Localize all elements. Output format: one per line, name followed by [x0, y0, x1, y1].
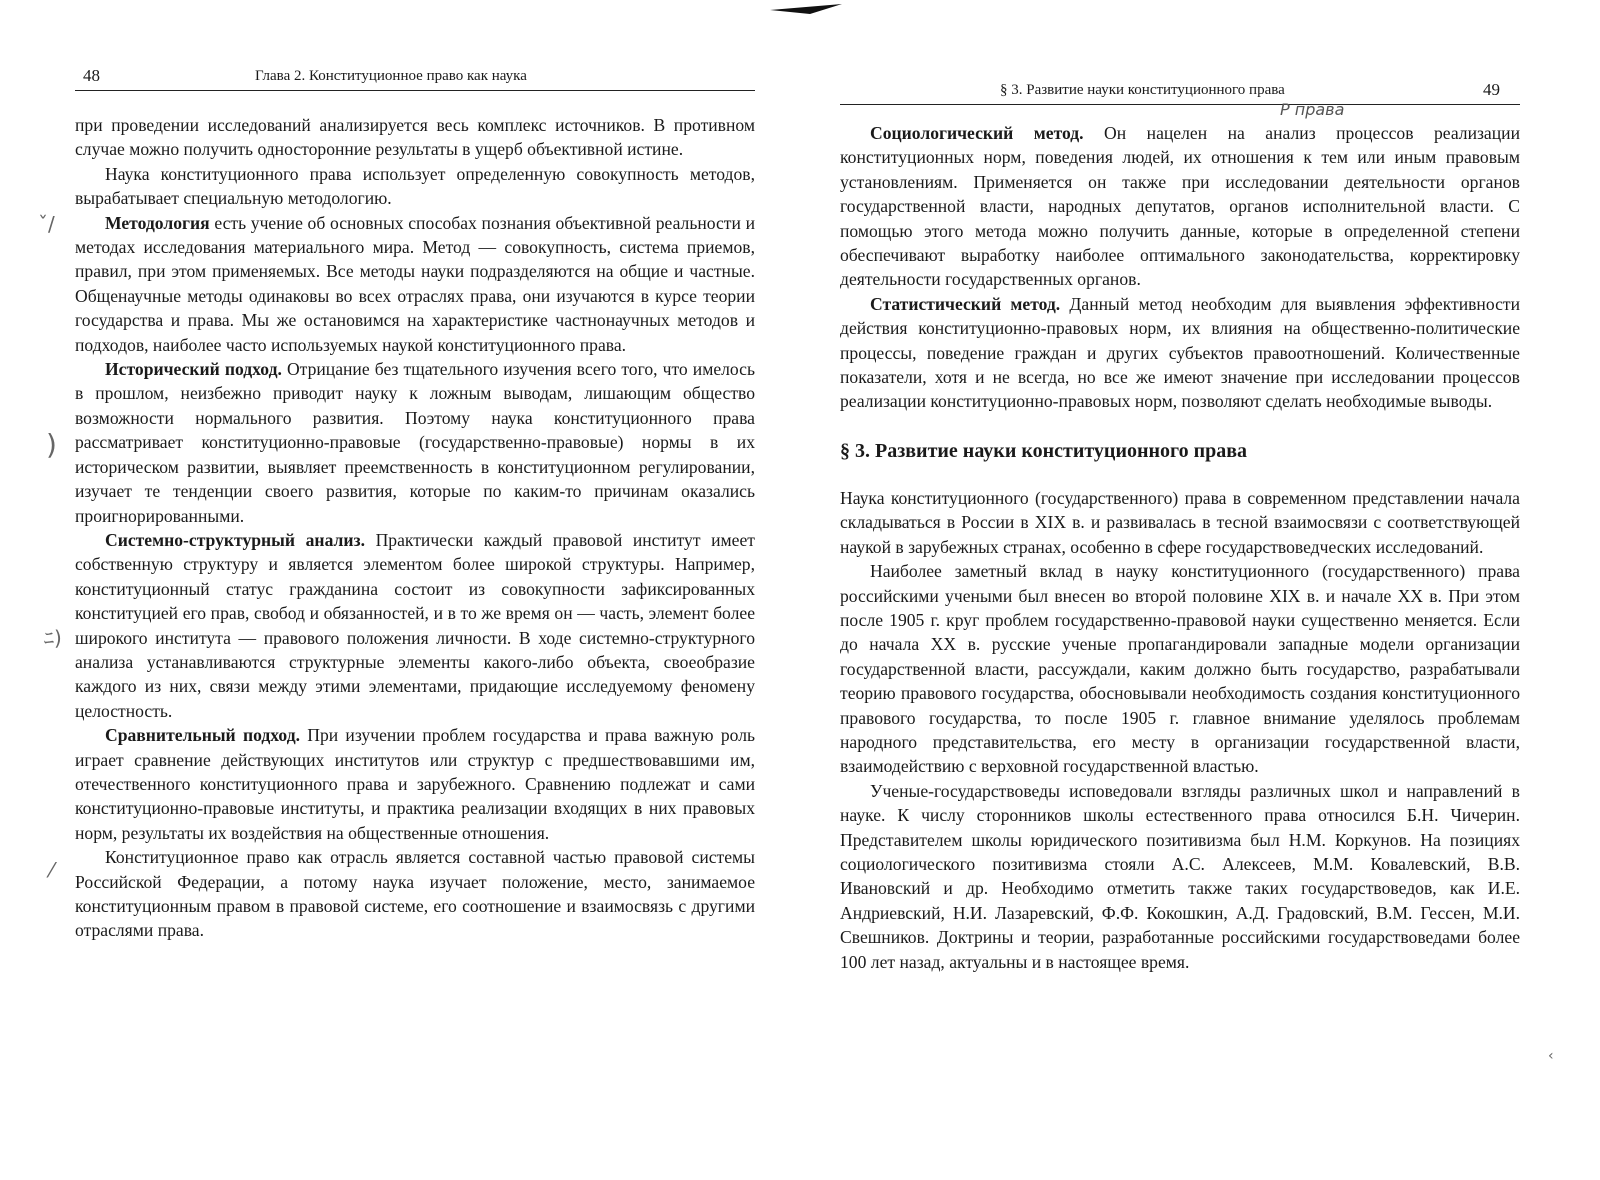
margin-pencil-mark: ⁄ — [50, 858, 54, 882]
paragraph — [75, 113, 755, 162]
running-title-right: § 3. Развитие науки конституционного права — [1000, 82, 1285, 98]
margin-bracket-mark: ) — [46, 428, 57, 461]
term-heading: Сравнительный подход. — [105, 725, 300, 746]
term-heading: Исторический подход. — [105, 359, 282, 380]
term-heading: Статистический метод. — [870, 293, 1061, 314]
margin-pencil-mark: ˇ/ — [38, 212, 55, 236]
paragraph-text: есть учение об основных способах познания объективной реальности и методах исследования материального мира. Метод — совокупность, система приемов, правил, при этом применяемых. Все методы науки подразделяются на общие и частные. Общенаучные методы одинаковы во всех отраслях права, они изучаются в курсе теории государства и права. Мы же остановимся на характеристике частнонаучных методов и подходов, наиболее часто используемых наукой конституционного права. — [75, 212, 755, 355]
section-heading: § 3. Развитие науки конституционного права — [840, 439, 1248, 462]
paragraph — [840, 559, 1520, 779]
paragraph — [840, 779, 1520, 974]
term-heading: Методология — [105, 212, 210, 233]
paragraph-text: Наука конституционного (государственного) права в современном представлении начала складываться в России в XIX в. и развивалась в тесной взаимосвязи с соответствующей наукой в зарубежных странах, особенно в сфере государствоведческих исследований. — [840, 487, 1520, 557]
paragraph — [840, 121, 1520, 292]
margin-pencil-mark: ﾆ) — [44, 626, 62, 650]
paragraph-text: Ученые-государствоведы исповедовали взгляды различных школ и направлений в науке. К числу сторонников школы естественного права относился Б.Н. Чичерин. Представителем школы юридического позитивизма был Н.М. Коркунов. На позициях социологического позитивизма стояли А.С. Алексеев, М.М. Ковалевский, В.В. Ивановский и др. Необходимо отметить также таких государствоведов, как И.Е. Андриевский, Н.И. Лазаревский, Ф.Ф. Кокошкин, А.Д. Градовский, В.М. Гессен, М.И. Свешников. Доктрины и теории, разработанные российскими государствоведами более 100 лет назад, актуальны и в настоящее время. — [840, 780, 1520, 972]
page-number-right: 49 — [1483, 80, 1500, 99]
running-head-right — [840, 80, 1520, 105]
paragraph — [75, 723, 755, 845]
paragraph-text: Наиболее заметный вклад в науку конституционного (государственного) права российскими учеными был внесен во второй половине XIX в. и начале XX в. При этом после 1905 г. круг проблем государственно-правовой науки существенно меняется. Если до начала XX в. русские ученые пропагандировали западные модели организации государственной власти, рассуждали, каким должно быть государство, разрабатывали теорию правового государства, обосновывали необходимость создания конституционного правового государства, то после 1905 г. главное внимание уделялось проблемам народного представительства, его месту в организации государственной власти, взаимодействию с верховной государственной властью. — [840, 561, 1520, 777]
paragraph — [840, 486, 1520, 559]
paragraph-text: Данный метод необходим для выявления эффективности действия конституционно-правовых норм, их влияния на общественно-политические процессы, поведение граждан и других субъектов правоотношений. Количественные показатели, хотя и не всегда, но все же имеют значение при исследовании процессов реализации конституционно-правовых норм, позволяют сделать необходимые выводы. — [840, 293, 1520, 412]
right-page-body — [840, 121, 1520, 974]
paragraph-text: Отрицание без тщательного изучения всего того, что имелось в прошлом, неизбежно приводит науку к ложным выводам, лишающим общество возможности нормального развития. Поэтому наука конституционного права рассматривает конституционно-правовые (государственно-правовые) нормы в их историческом развитии, выявляет преемственность в конституционном регулировании, изучает те тенденции своего развития, которые по каким-то причинам оказались проигнорированными. — [75, 359, 756, 526]
paragraph — [75, 845, 755, 943]
running-head-left — [75, 66, 755, 91]
paragraph — [75, 528, 755, 723]
paragraph-text: При изучении проблем государства и права важную роль играет сравнение действующих институтов или структур с предшествовавшими им, отечественного конституционного права и зарубежного. Сравнению подлежат и сами конституционно-правовые институты, и практика реализации входящих в них правовых норм, результаты их воздействия на общественные отношения. — [75, 725, 755, 843]
running-title-left: Глава 2. Конституционное право как наука — [255, 68, 527, 84]
left-page — [75, 0, 755, 1180]
handwritten-note: Р права — [1280, 100, 1345, 119]
paragraph — [75, 357, 755, 528]
page-number-left: 48 — [83, 66, 100, 85]
paragraph-text: при проведении исследований анализируется весь комплекс источников. В противном случае можно получить односторонние результаты в ущерб объективной истине. — [75, 115, 755, 160]
right-page — [840, 0, 1520, 1180]
term-heading: Социологический метод. — [870, 123, 1084, 143]
paragraph — [840, 292, 1520, 414]
paragraph-text: Он нацелен на анализ процессов реализации конституционных норм, поведения людей, их отношения к тем или иным правовым установлениям. Применяется он также при исследовании деятельности органов государственной власти, народных депутатов, органов исполнительной власти. С помощью этого метода можно получить данные, которые в определенной степени обеспечивают выработку наиболее оптимального законодательства, корректировку деятельности государственных органов. — [840, 123, 1520, 290]
paragraph-text: Конституционное право как отрасль является составной частью правовой системы Российской Федерации, а потому наука изучает положение, место, занимаемое конституционным правом в правовой системе, его соотношение и взаимосвязь с другими отраслями права. — [75, 847, 755, 941]
paragraph — [75, 162, 755, 211]
left-page-body — [75, 113, 755, 943]
term-heading: Системно-структурный анализ. — [105, 529, 365, 550]
margin-pencil-mark: ‹ — [1548, 1048, 1554, 1064]
paragraph-text: Практически каждый правовой институт имеет собственную структуру и является элементом более широкой структуры. Например, конституционный статус гражданина состоит из совокупности зафиксированных конституцией его прав, свобод и обязанностей, и в то же время он — часть, элемент более широкого института — правового положения личности. В ходе системно-структурного анализа устанавливаются структурные элементы какого-либо объекта, своеобразие каждого из них, связи между этими элементами, придающие исследуемому феномену целостность. — [75, 529, 755, 721]
paragraph — [75, 211, 755, 357]
scan-artifact-mark — [770, 4, 842, 18]
paragraph-text: Наука конституционного права использует определенную совокупность методов, вырабатывает специальную методологию. — [75, 163, 755, 209]
